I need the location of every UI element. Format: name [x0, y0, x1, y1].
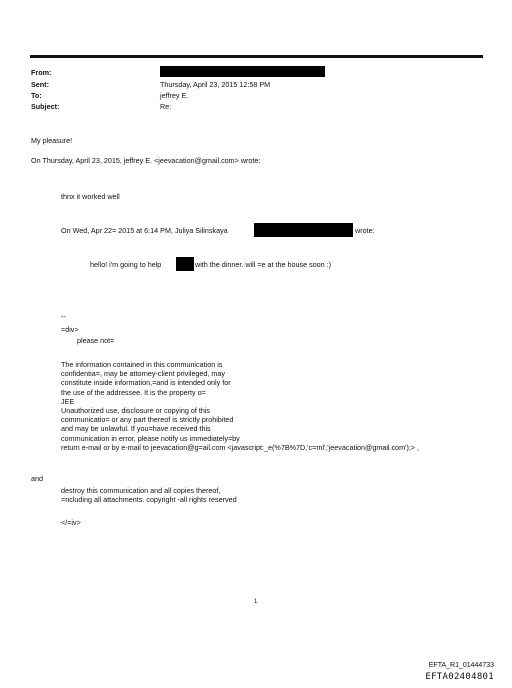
disclaimer-line: The information contained in this communication is — [61, 360, 223, 369]
body-line-on-wed: On Wed, Apr 22= 2015 at 6:14 PM, Juliya Silinskaya — [61, 226, 228, 235]
body-please-not: please not= — [77, 336, 115, 345]
subject-value: Re: — [160, 102, 172, 111]
from-label: From: — [31, 68, 52, 77]
body-and: and — [31, 474, 43, 483]
disclaimer-line: communication in error, please notify us immediately=by — [61, 433, 240, 443]
header-rule — [30, 55, 483, 58]
body-line-pleasure: My pleasure! — [31, 136, 73, 145]
body-div-close: </=iv> — [61, 518, 81, 527]
destroy-line: =ncluding all attachments. copyright -all rights reserved — [61, 495, 237, 505]
page-number: 1 — [254, 599, 258, 605]
bates-number: EFTA02404801 — [425, 672, 494, 682]
sender-email-redaction — [254, 223, 353, 237]
body-line-wrote: wrote: — [355, 226, 375, 235]
disclaimer-line: the use of the addressee. It is the property o= — [61, 387, 206, 397]
disclaimer-line: communicatio= or any part thereof is strictly prohibited — [61, 415, 234, 425]
body-line-thnx: thnx it worked well — [61, 192, 120, 201]
disclaimer-line: Unauthorized use, disclosure or copying of this — [61, 406, 211, 416]
destroy-block — [61, 486, 237, 504]
from-redaction — [160, 66, 325, 77]
name-redaction — [176, 257, 194, 271]
disclaimer-line: and may be unlawful. If you=have received this — [61, 424, 211, 434]
body-dashes: -- — [61, 312, 66, 321]
disclaimer-line: confidentia=, may be attorney-client privileged, may — [61, 369, 225, 379]
sent-value: Thursday, April 23, 2015 12:58 PM — [160, 80, 271, 89]
body-line-dinner: with the dinner. will =e at the house soon :) — [195, 260, 332, 269]
body-div-open: =div> — [61, 325, 79, 334]
disclaimer-line: JEE — [61, 396, 75, 406]
subject-label: Subject: — [31, 102, 60, 111]
disclaimer-line: return e-mail or by e-mail to jeevacation@g=ail.com <javascript:_e(%7B%7D,'c=ml','jeevacation@gmail.com');> , — [61, 442, 420, 452]
destroy-line: destroy this communication and all copies thereof, — [61, 486, 221, 495]
body-line-on-thursday: On Thursday, April 23, 2015, jeffrey E. <jeevacation@gmail.com> wrote: — [31, 156, 261, 165]
disclaimer-line: constitute inside information,=and is intended only for — [61, 378, 231, 388]
disclaimer-block — [61, 360, 419, 452]
sent-label: Sent: — [31, 80, 49, 89]
to-label: To: — [31, 91, 42, 100]
bates-number-r1: EFTA_R1_01444733 — [428, 662, 494, 669]
to-value: jeffrey E. — [160, 91, 189, 100]
body-line-hello: hello! i'm going to help — [90, 260, 162, 269]
